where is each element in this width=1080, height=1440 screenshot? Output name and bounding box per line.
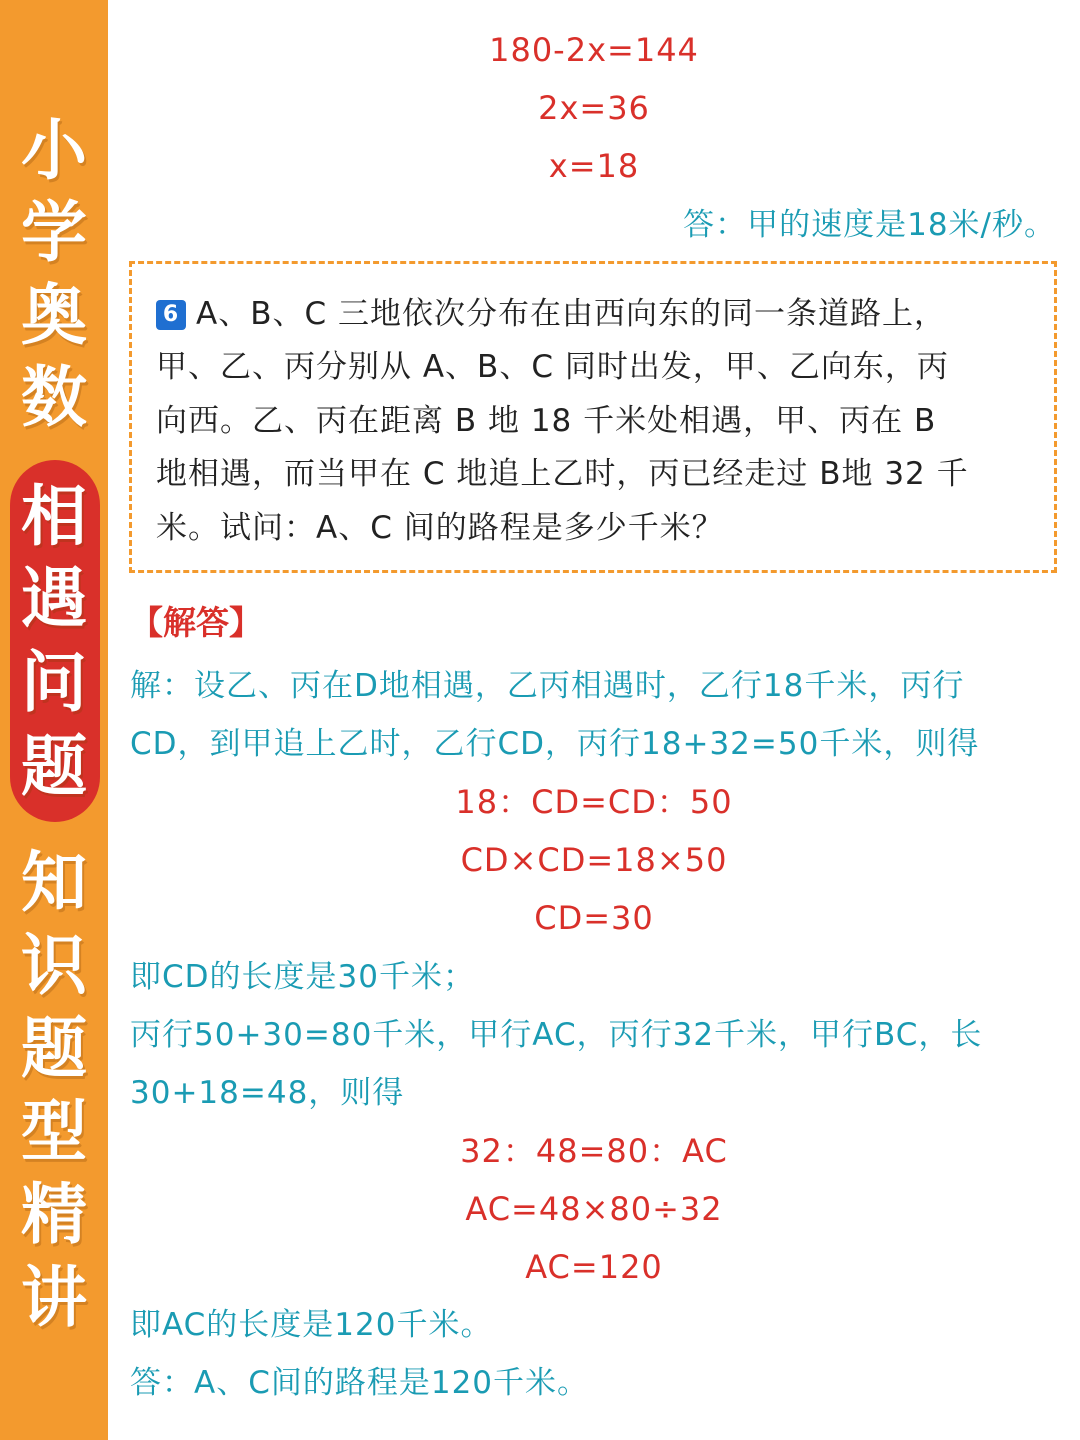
sidebar-topic-char: 问 [21, 644, 87, 721]
problem-line: 米。试问：A、C 间的路程是多少千米？ [156, 510, 724, 546]
solution-heading: 【解答】 [130, 603, 262, 642]
sidebar-char: 讲 [21, 1259, 87, 1336]
sidebar-char: 精 [21, 1176, 87, 1253]
problem-line [156, 294, 946, 334]
sidebar-char: 识 [21, 927, 87, 1004]
previous-answer: 答：甲的速度是18米/秒。 [683, 207, 1056, 243]
solution-line: CD，到甲追上乙时，乙行CD，丙行18+32=50千米，则得 [130, 726, 980, 762]
sidebar-char: 小 [21, 112, 87, 189]
sidebar-topic-char: 相 [21, 478, 87, 555]
equation-line: 32：48=80：AC [460, 1132, 728, 1170]
solution-line: 解：设乙、丙在D地相遇，乙丙相遇时，乙行18千米，丙行 [130, 668, 965, 704]
solution-line: 丙行50+30=80千米，甲行AC，丙行32千米，甲行BC，长 [130, 1017, 983, 1053]
equation-line: AC=120 [525, 1248, 663, 1286]
content-area [108, 0, 1080, 1440]
final-answer: 答：A、C间的路程是120千米。 [130, 1365, 590, 1401]
sidebar-char: 奥 [21, 277, 87, 354]
problem-line-text: A、B、C 三地依次分布在由西向东的同一条道路上， [196, 296, 946, 332]
problem-line: 向西。乙、丙在距离 B 地 18 千米处相遇，甲、丙在 B [156, 403, 937, 439]
equation-line: 18：CD=CD：50 [455, 783, 733, 821]
solution-line: 即CD的长度是30千米； [130, 959, 475, 995]
sidebar-char: 数 [21, 359, 87, 436]
solution-line: 30+18=48，则得 [130, 1075, 405, 1111]
equation-line: 180-2x=144 [489, 31, 699, 69]
title-sidebar [0, 0, 108, 1440]
problem-line: 甲、乙、丙分别从 A、B、C 同时出发，甲、乙向东，丙 [156, 349, 949, 385]
equation-line: x=18 [548, 147, 640, 185]
equation-line: 2x=36 [538, 89, 650, 127]
equation-line: AC=48×80÷32 [465, 1190, 723, 1228]
problem-number-badge: 6 [156, 300, 186, 330]
sidebar-topic-char: 遇 [21, 560, 87, 637]
equation-line: CD×CD=18×50 [460, 841, 728, 879]
sidebar-char: 题 [21, 1010, 87, 1087]
problem-line: 地相遇，而当甲在 C 地追上乙时，丙已经走过 B地 32 千 [156, 456, 969, 492]
sidebar-char: 型 [21, 1093, 87, 1170]
problem-box [129, 261, 1057, 573]
sidebar-topic-char: 题 [21, 728, 87, 805]
solution-line: 即AC的长度是120千米。 [130, 1307, 493, 1343]
sidebar-char: 学 [21, 194, 87, 271]
equation-line: CD=30 [534, 899, 654, 937]
sidebar-char: 知 [21, 844, 87, 921]
